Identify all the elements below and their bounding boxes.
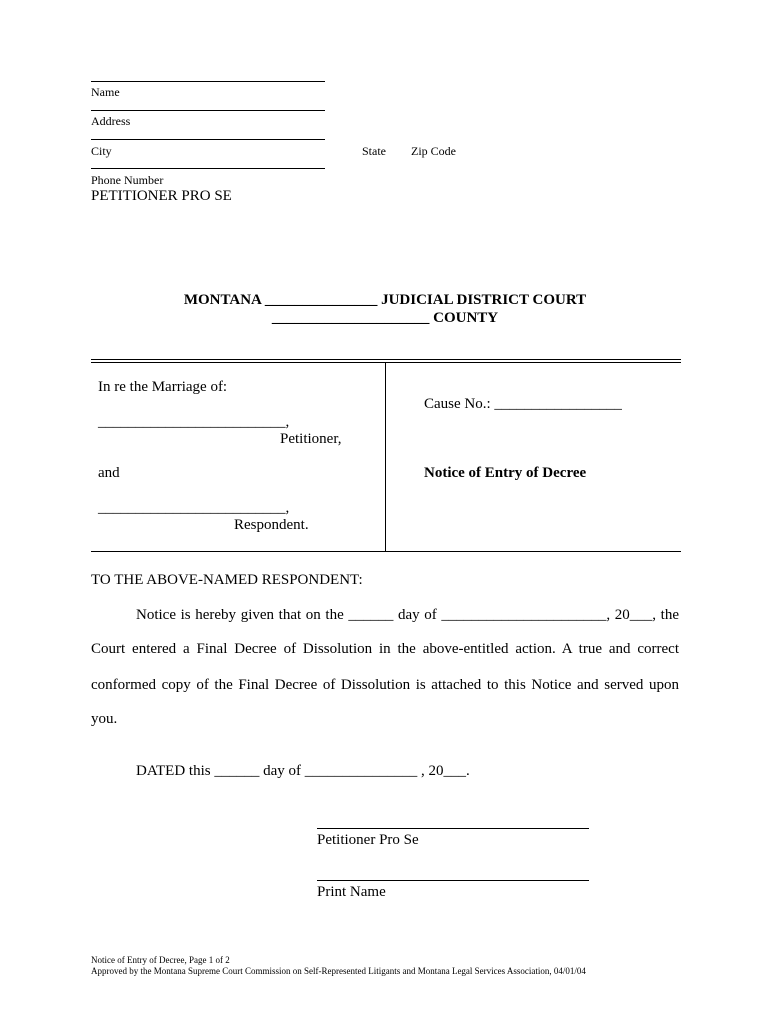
print-name-label: Print Name	[317, 884, 386, 900]
notice-paragraph-line-4: you.	[91, 711, 118, 727]
document-title: Notice of Entry of Decree	[424, 465, 587, 481]
respondent-name-blank[interactable]: _________________________,	[98, 500, 290, 516]
in-re-marriage-label: In re the Marriage of:	[98, 379, 228, 395]
respondent-label: Respondent.	[234, 517, 309, 533]
dated-line[interactable]: DATED this ______ day of _______________ , 20___.	[136, 763, 470, 779]
petitioner-name-blank[interactable]: _________________________,	[98, 414, 290, 430]
caption-divider	[385, 363, 386, 551]
caption-top-rule	[91, 359, 681, 360]
petitioner-label: Petitioner,	[280, 431, 342, 447]
phone-line[interactable]	[91, 168, 325, 169]
caption-bottom-rule	[91, 551, 681, 552]
petitioner-pro-se-heading: PETITIONER PRO SE	[91, 188, 232, 204]
court-title: MONTANA _______________ JUDICIAL DISTRICT COURT	[183, 292, 587, 308]
zip-code-label: Zip Code	[411, 144, 456, 158]
print-name-line[interactable]	[317, 880, 589, 881]
name-line[interactable]	[91, 81, 325, 82]
and-label: and	[98, 465, 120, 481]
signature-line[interactable]	[317, 828, 589, 829]
notice-paragraph-line-2: Court entered a Final Decree of Dissolution in the above-entitled action. A true and correct	[91, 641, 679, 657]
state-label: State	[362, 144, 386, 158]
notice-paragraph-line-1: Notice is hereby given that on the ______ day of ______________________, 20___, the	[136, 607, 679, 623]
caption-top-rule-2	[91, 362, 681, 363]
cause-number-field[interactable]: Cause No.: _________________	[424, 396, 622, 412]
city-label: City	[91, 144, 112, 158]
addressee-line: TO THE ABOVE-NAMED RESPONDENT:	[91, 572, 363, 588]
footer-approval-note: Approved by the Montana Supreme Court Commission on Self-Represented Litigants and Montana Legal Services Association, 04/01/04	[91, 966, 586, 976]
petitioner-pro-se-signature-label: Petitioner Pro Se	[317, 832, 419, 848]
notice-paragraph-line-3: conformed copy of the Final Decree of Dissolution is attached to this Notice and served upon	[91, 677, 679, 693]
address-label: Address	[91, 114, 131, 128]
phone-label: Phone Number	[91, 173, 164, 187]
address-line[interactable]	[91, 110, 325, 111]
footer-page-info: Notice of Entry of Decree, Page 1 of 2	[91, 955, 230, 965]
city-state-zip-line[interactable]	[91, 139, 325, 140]
name-label: Name	[91, 85, 120, 99]
county-title: _____________________ COUNTY	[271, 310, 499, 326]
